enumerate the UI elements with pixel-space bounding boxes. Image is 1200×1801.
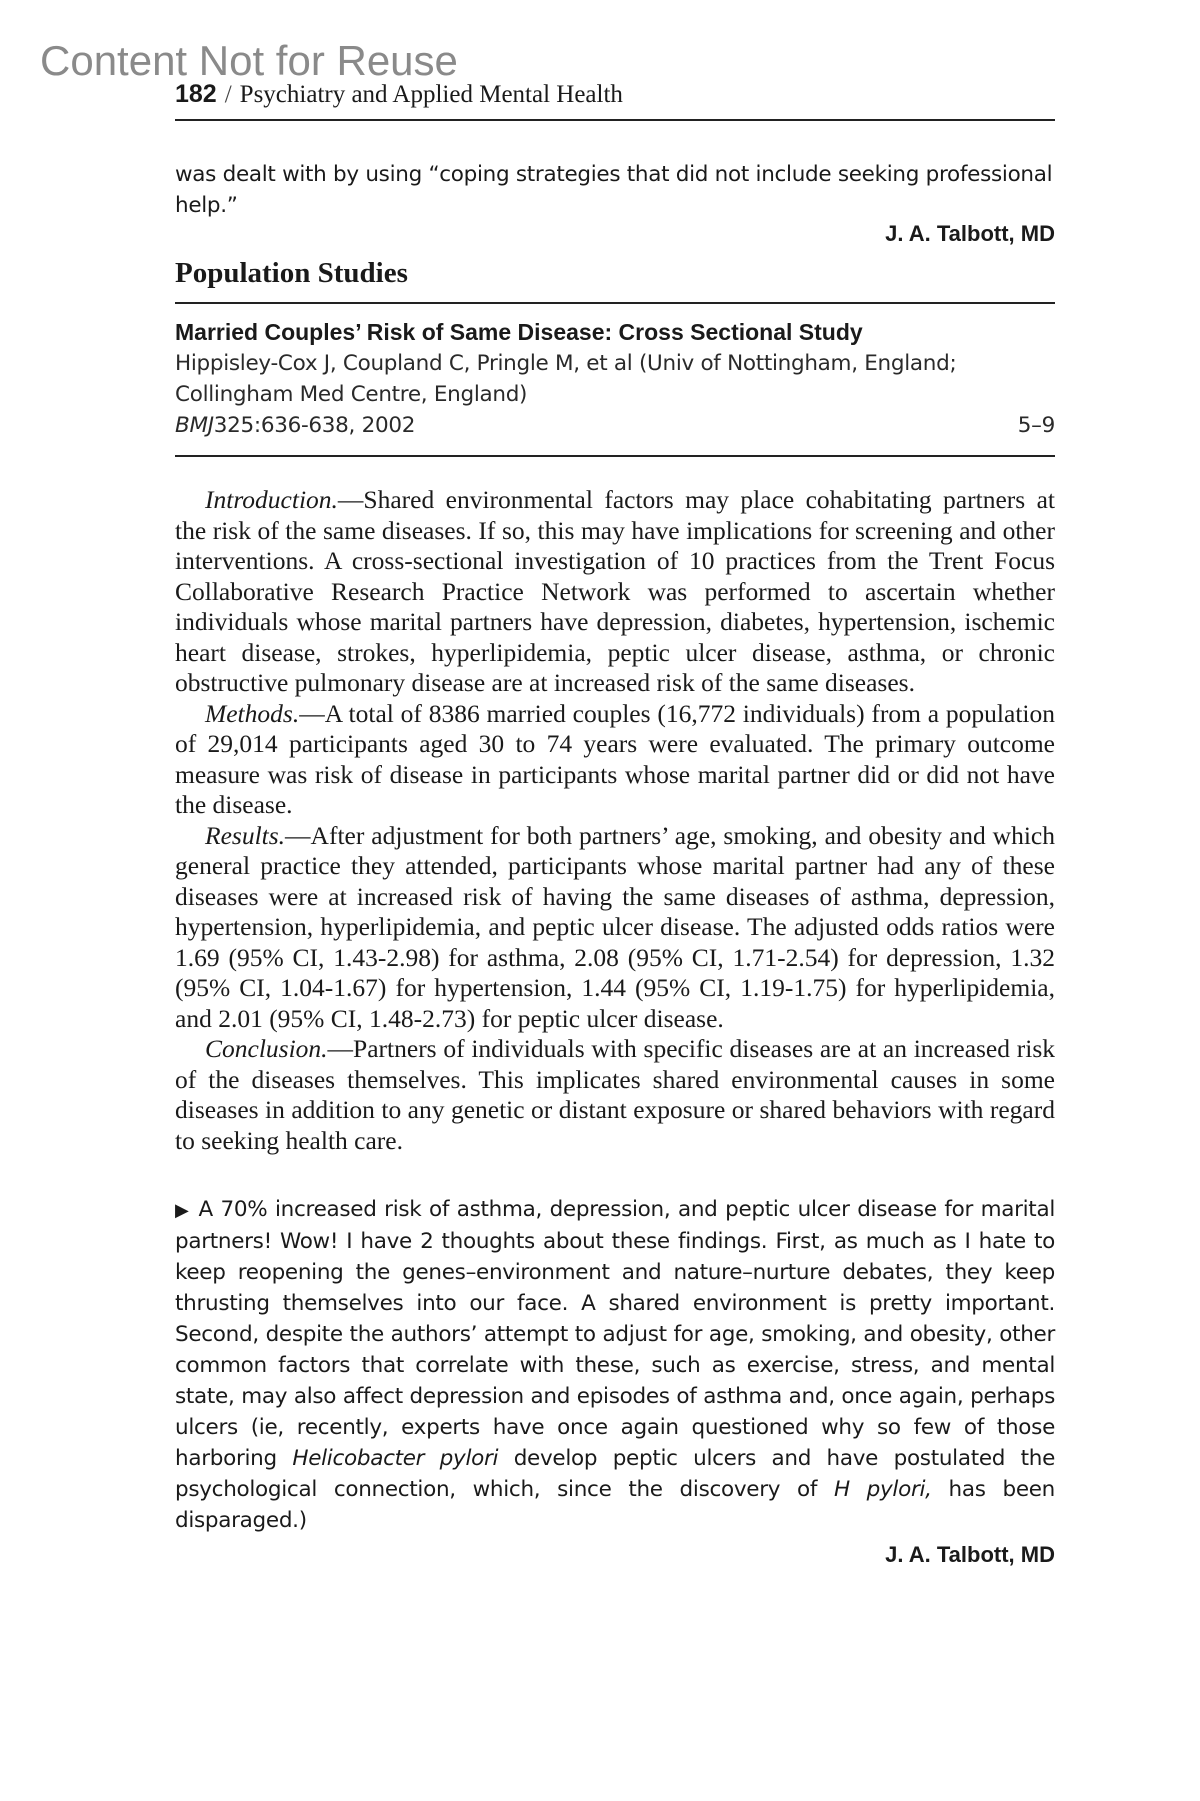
commentary-italic-1: Helicobacter pylori xyxy=(292,1446,499,1471)
previous-article-tail: was dealt with by using “coping strategies that did not include seeking professional help.” xyxy=(175,162,1053,218)
abstract xyxy=(175,485,1055,1156)
journal-title: Psychiatry and Applied Mental Health xyxy=(239,81,623,108)
page xyxy=(175,80,1055,1568)
conclusion-label: Conclusion. xyxy=(205,1034,328,1063)
commentary-signature: J. A. Talbott, MD xyxy=(885,1542,1055,1567)
abstract-introduction xyxy=(175,485,1055,699)
article-ref-code: 5–9 xyxy=(1017,413,1055,438)
article-title: Married Couples’ Risk of Same Disease: Cross Sectional Study xyxy=(175,319,863,345)
conclusion-text: —Partners of individuals with specific diseases are at an increased risk of the diseases themselves. This implicates shared environmental causes in some diseases in addition to any genetic or distant exposure or shared behaviors with regard to seeking health care. xyxy=(175,1034,1055,1155)
abstract-conclusion xyxy=(175,1034,1055,1156)
page-number: 182 xyxy=(175,80,217,108)
commentary-italic-2: H pylori, xyxy=(833,1477,932,1502)
article-journal-citation xyxy=(175,410,415,441)
commentary-text-1: A 70% increased risk of asthma, depression, and peptic ulcer disease for marital partners! Wow! I have 2 thoughts about these findings. First, as much as I hate to keep reopening the genes–environment and nature–nurture debates, they keep thrusting themselves into our face. A shared environment is pretty important. Second, despite the authors’ attempt to adjust for age, smoking, and obesity, other common factors that correlate with these, such as exercise, stress, and mental state, may also affect depression and episodes of asthma and, once again, perhaps ulcers (ie, recently, experts have once again questioned why so few of those harboring xyxy=(175,1197,1055,1471)
abstract-results xyxy=(175,821,1055,1035)
header-separator: / xyxy=(224,81,232,108)
article-volume-pages: 325:636-638, 2002 xyxy=(213,413,416,438)
triangle-right-icon: ▶ xyxy=(175,1200,189,1221)
article-authors: Hippisley-Cox J, Coupland C, Pringle M, et al (Univ of Nottingham, England; Collingham Med Centre, England) xyxy=(175,351,957,407)
introduction-label: Introduction. xyxy=(205,485,338,514)
commentary xyxy=(175,1194,1055,1536)
section-title: Population Studies xyxy=(175,257,1055,304)
article-journal: BMJ xyxy=(175,413,214,438)
article-source xyxy=(175,410,1055,441)
watermark: Content Not for Reuse xyxy=(40,37,458,84)
running-head xyxy=(175,80,1055,121)
commentary-text-3: has been disparaged.) xyxy=(175,1477,1056,1533)
commentary-text-2: develop peptic ulcers and have postulated the psychological connection, which, since the discovery of xyxy=(175,1446,1055,1502)
introduction-text: —Shared environmental factors may place cohabitating partners at the risk of the same diseases. If so, this may have implications for screening and other interventions. A cross-sectional investigation of 10 practices from the Trent Focus Collaborative Research Practice Network was performed to ascertain whether individuals whose marital partners have depression, diabetes, hypertension, ischemic heart disease, strokes, hyperlipidemia, peptic ulcer disease, asthma, or chronic obstructive pulmonary disease are at increased risk of the same diseases. xyxy=(175,485,1055,697)
methods-label: Methods. xyxy=(205,698,300,728)
previous-article-signature: J. A. Talbott, MD xyxy=(885,221,1055,246)
results-text: —After adjustment for both partners’ age, smoking, and obesity and which general practice they attended, participants whose marital partner had any of these diseases were at increased risk of having the same diseases of asthma, depression, hypertension, hyperlipidemia, and peptic ulcer disease. The adjusted odds ratios were 1.69 (95% CI, 1.43-2.98) for asthma, 2.08 (95% CI, 1.71-2.54) for depression, 1.32 (95% CI, 1.04-1.67) for hypertension, 1.44 (95% CI, 1.19-1.75) for hyperlipidemia, and 2.01 (95% CI, 1.48-2.73) for peptic ulcer disease. xyxy=(175,820,1055,1033)
methods-text: —A total of 8386 married couples (16,772 individuals) from a population of 29,014 participants aged 30 to 74 years were evaluated. The primary outcome measure was risk of disease in participants whose marital partner did or did not have the disease. xyxy=(175,698,1055,819)
abstract-methods xyxy=(175,699,1055,821)
article-citation xyxy=(175,304,1055,457)
results-label: Results. xyxy=(205,820,286,850)
